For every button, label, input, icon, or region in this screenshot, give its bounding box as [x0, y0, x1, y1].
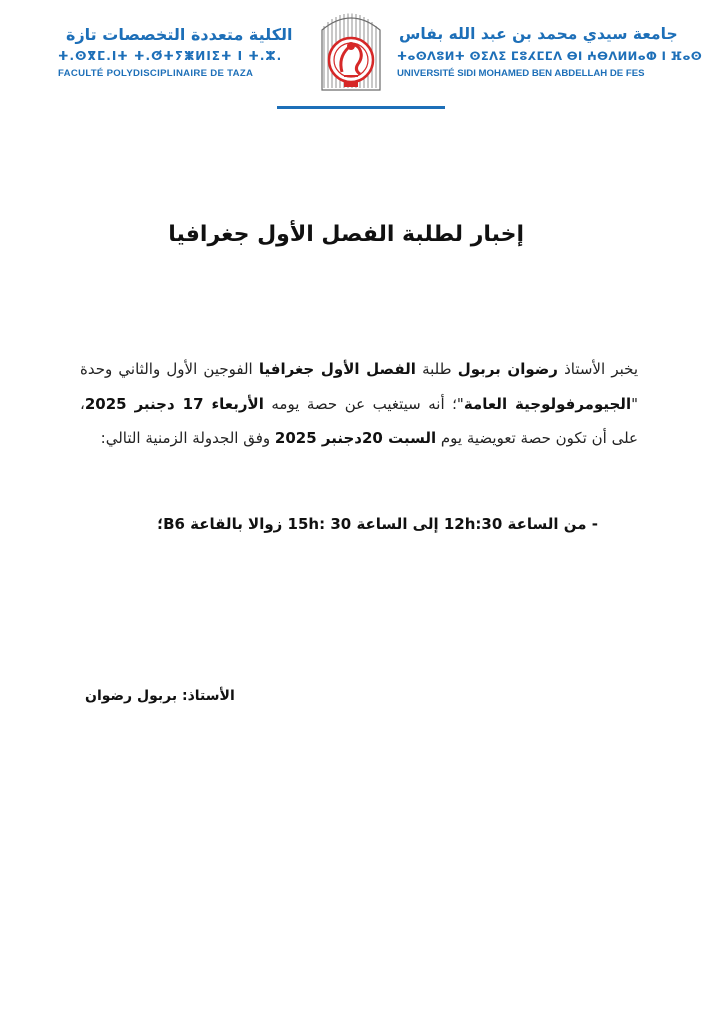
- schedule-item: - من الساعة 12h:30 إلى الساعة 30 :15h زوالا بالقاعة B6؛: [157, 515, 598, 533]
- faculty-name-french: FACULTÉ POLYDISCIPLINAIRE DE TAZA: [58, 68, 254, 79]
- faculty-name-tifinagh: ⵜ.ⵙⴳⵎ.ⵏⵜ ⵜ.ⵚⵜⵢⵥⵍⵏⵉⵜ ⵏ ⵜ.ⵣ.: [58, 49, 283, 63]
- text-segment: الفوجين الأول والثاني وحدة ": [80, 360, 638, 413]
- text-segment: يخبر الأستاذ: [557, 360, 639, 378]
- class-name: الفصل الأول جغرافيا: [258, 360, 416, 378]
- signature: الأستاذ: بربول رضوان: [85, 688, 235, 704]
- text-segment: "؛ أنه سيتغيب عن حصة يومه: [263, 394, 464, 413]
- university-name-arabic: جامعة سيدي محمد بن عبد الله بفاس: [399, 25, 678, 43]
- university-name-french: UNIVERSITÉ SIDI MOHAMED BEN ABDELLAH DE FES: [397, 68, 645, 79]
- announcement-paragraph: [80, 352, 638, 456]
- faculty-name-arabic: الكلية متعددة التخصصات تازة: [66, 25, 293, 44]
- absence-date: الأربعاء 17 دجنبر 2025: [84, 394, 264, 413]
- university-emblem: [318, 12, 384, 94]
- makeup-date: السبت 20دجنبر 2025: [274, 429, 437, 447]
- text-segment: وفق الجدولة الزمنية التالي:: [100, 429, 275, 447]
- emblem-icon: [318, 12, 384, 94]
- header-divider: [277, 106, 445, 109]
- text-segment: طلبة: [415, 360, 458, 378]
- university-name-tifinagh: ⵜⴰⵙⴷⵓⵍⵜ ⵙⵉⴷⵉ ⵎⵓⵃⵎⵎⴷ ⴱⵏ ⵄⴱⴷⵍⵍⴰⵀ ⵏ ⴼⴰⵙ: [397, 49, 703, 63]
- text-segment: ، على أن تكون حصة تعويضية يوم: [80, 394, 638, 447]
- module-name: الجيومرفولوجية العامة: [463, 394, 632, 413]
- page-title: إخبار لطلبة الفصل الأول جغرافيا: [168, 222, 524, 247]
- teacher-name: رضوان بربول: [457, 360, 558, 378]
